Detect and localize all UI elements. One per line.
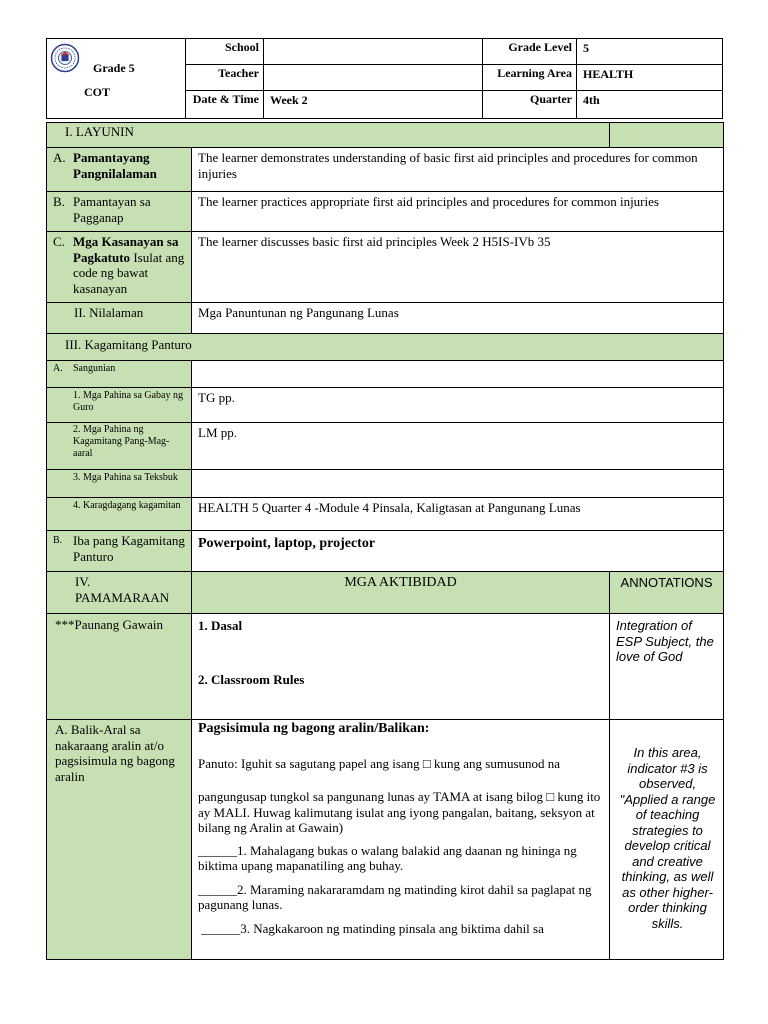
question-item-1: ______1. Mahalagang bukas o walang balakid ang daanan ng hininga ng biktima upang mapanatiling ang buhay. xyxy=(198,842,577,873)
sangunian-value[interactable] xyxy=(192,361,724,388)
balik-aral-activities[interactable] xyxy=(192,720,610,960)
gabay-ng-guro-value[interactable]: TG pp. xyxy=(192,388,724,423)
question-item-2: ______2. Maraming nakararamdam ng matinding kirot dahil sa paglapat ng pagunang lunas. xyxy=(198,881,592,912)
kagamitang-pang-mag-aaral-value[interactable]: LM pp. xyxy=(192,423,724,470)
annotations-header: ANNOTATIONS xyxy=(610,572,724,614)
teacher-label: Teacher xyxy=(186,65,264,91)
iba-pang-kagamitan-value[interactable]: Powerpoint, laptop, projector xyxy=(192,531,724,572)
item-label: Pamantayan sa Pagganap xyxy=(73,194,151,225)
item-letter: B. xyxy=(53,535,63,546)
header-table xyxy=(46,38,723,119)
section-kagamitang-panturo-title: III. Kagamitang Panturo xyxy=(47,334,724,361)
item-letter: C. xyxy=(53,234,65,249)
teksbuk-label: 3. Mga Pahina sa Teksbuk xyxy=(47,470,192,498)
question-item-3: ______3. Nagkakaroon ng matinding pinsala ang biktima dahil sa xyxy=(198,920,544,936)
sangunian-label xyxy=(47,361,192,388)
date-time-label: Date & Time xyxy=(186,91,264,119)
lesson-plan-table xyxy=(46,122,724,960)
item-letter: B. xyxy=(53,194,65,209)
section-layunin-blank xyxy=(610,123,724,148)
section-pamamaraan-title: IV. PAMAMARAAN xyxy=(47,572,192,614)
section-nilalaman-title: II. Nilalaman xyxy=(47,303,192,334)
nilalaman-value[interactable]: Mga Panuntunan ng Pangunang Lunas xyxy=(192,303,724,334)
kagamitang-pang-mag-aaral-label: 2. Mga Pahina ng Kagamitang Pang-Mag-aaral xyxy=(47,423,192,470)
date-time-field[interactable]: Week 2 xyxy=(264,91,483,119)
deped-seal-icon xyxy=(50,43,80,73)
item-label: Sangunian xyxy=(73,363,116,374)
balik-aral-heading: Pagsisimula ng bagong aralin/Balikan: xyxy=(198,721,430,736)
section-layunin-title: I. LAYUNIN xyxy=(47,123,610,148)
learning-area-field[interactable]: HEALTH xyxy=(577,65,723,91)
item-label-bold: Mga Kasanayan sa Pagkatuto xyxy=(73,234,179,265)
grade-label: Grade 5 xyxy=(93,61,135,75)
grade-level-label: Grade Level xyxy=(483,39,577,65)
panuto-line-2: pangungusap tungkol sa pangunang lunas ay TAMA at isang bilog □ kung ito ay MALI. Huwag kalimutang isulat ang iyong pangalan, baitang, seksyon at bilang ng Aralin at Gawain) xyxy=(198,789,601,835)
balik-aral-label: A. Balik-Aral sa nakaraang aralin at/o pagsisimula ng bagong aralin xyxy=(47,720,192,960)
pamantayan-sa-pagganap-label xyxy=(47,192,192,232)
mga-aktibidad-header: MGA AKTIBIDAD xyxy=(192,572,610,614)
item-letter: A. xyxy=(53,363,63,374)
classroom-rules-item: 2. Classroom Rules xyxy=(198,671,305,687)
paunang-gawain-label: ***Paunang Gawain xyxy=(47,614,192,720)
iba-pang-kagamitan-label xyxy=(47,531,192,572)
quarter-label: Quarter xyxy=(483,91,577,119)
item-label: Pamantayang Pangnilalaman xyxy=(73,150,157,181)
quarter-field[interactable]: 4th xyxy=(577,91,723,119)
school-field[interactable] xyxy=(264,39,483,65)
mga-kasanayan-label xyxy=(47,232,192,303)
school-logo-cell xyxy=(47,39,186,119)
paunang-gawain-annotation: Integration of ESP Subject, the love of God xyxy=(610,614,724,720)
gabay-ng-guro-label: 1. Mga Pahina sa Gabay ng Guro xyxy=(47,388,192,423)
item-label-rest: Isulat ang code ng bawat kasanayan xyxy=(73,249,185,296)
dasal-item: 1. Dasal xyxy=(198,618,243,633)
item-letter: A. xyxy=(53,150,66,165)
cot-label: COT xyxy=(84,85,111,99)
pamantayang-pangnilalaman-value[interactable]: The learner demonstrates understanding of basic first aid principles and procedures for common injuries xyxy=(192,148,724,192)
learning-area-label: Learning Area xyxy=(483,65,577,91)
panuto-line-1: Panuto: Iguhit sa sagutang papel ang isang □ kung ang sumusunod na xyxy=(198,755,561,771)
teksbuk-value[interactable] xyxy=(192,470,724,498)
grade-level-field[interactable]: 5 xyxy=(577,39,723,65)
school-label: School xyxy=(186,39,264,65)
karagdagang-kagamitan-value[interactable]: HEALTH 5 Quarter 4 -Module 4 Pinsala, Kaligtasan at Pangunang Lunas xyxy=(192,498,724,531)
item-label: Iba pang Kagamitang Panturo xyxy=(73,533,185,564)
karagdagang-kagamitan-label: 4. Karagdagang kagamitan xyxy=(47,498,192,531)
pamantayan-sa-pagganap-value[interactable]: The learner practices appropriate first aid principles and procedures for common injuries xyxy=(192,192,724,232)
mga-kasanayan-value[interactable]: The learner discusses basic first aid principles Week 2 H5IS-IVb 35 xyxy=(192,232,724,303)
balik-aral-annotation: In this area, indicator #3 is observed, "Applied a range of teaching strategies to develop critical and creative thinking, as well as other higher-order thinking skills. xyxy=(610,720,724,960)
paunang-gawain-activities[interactable] xyxy=(192,614,610,720)
teacher-field[interactable] xyxy=(264,65,483,91)
pamantayang-pangnilalaman-label xyxy=(47,148,192,192)
